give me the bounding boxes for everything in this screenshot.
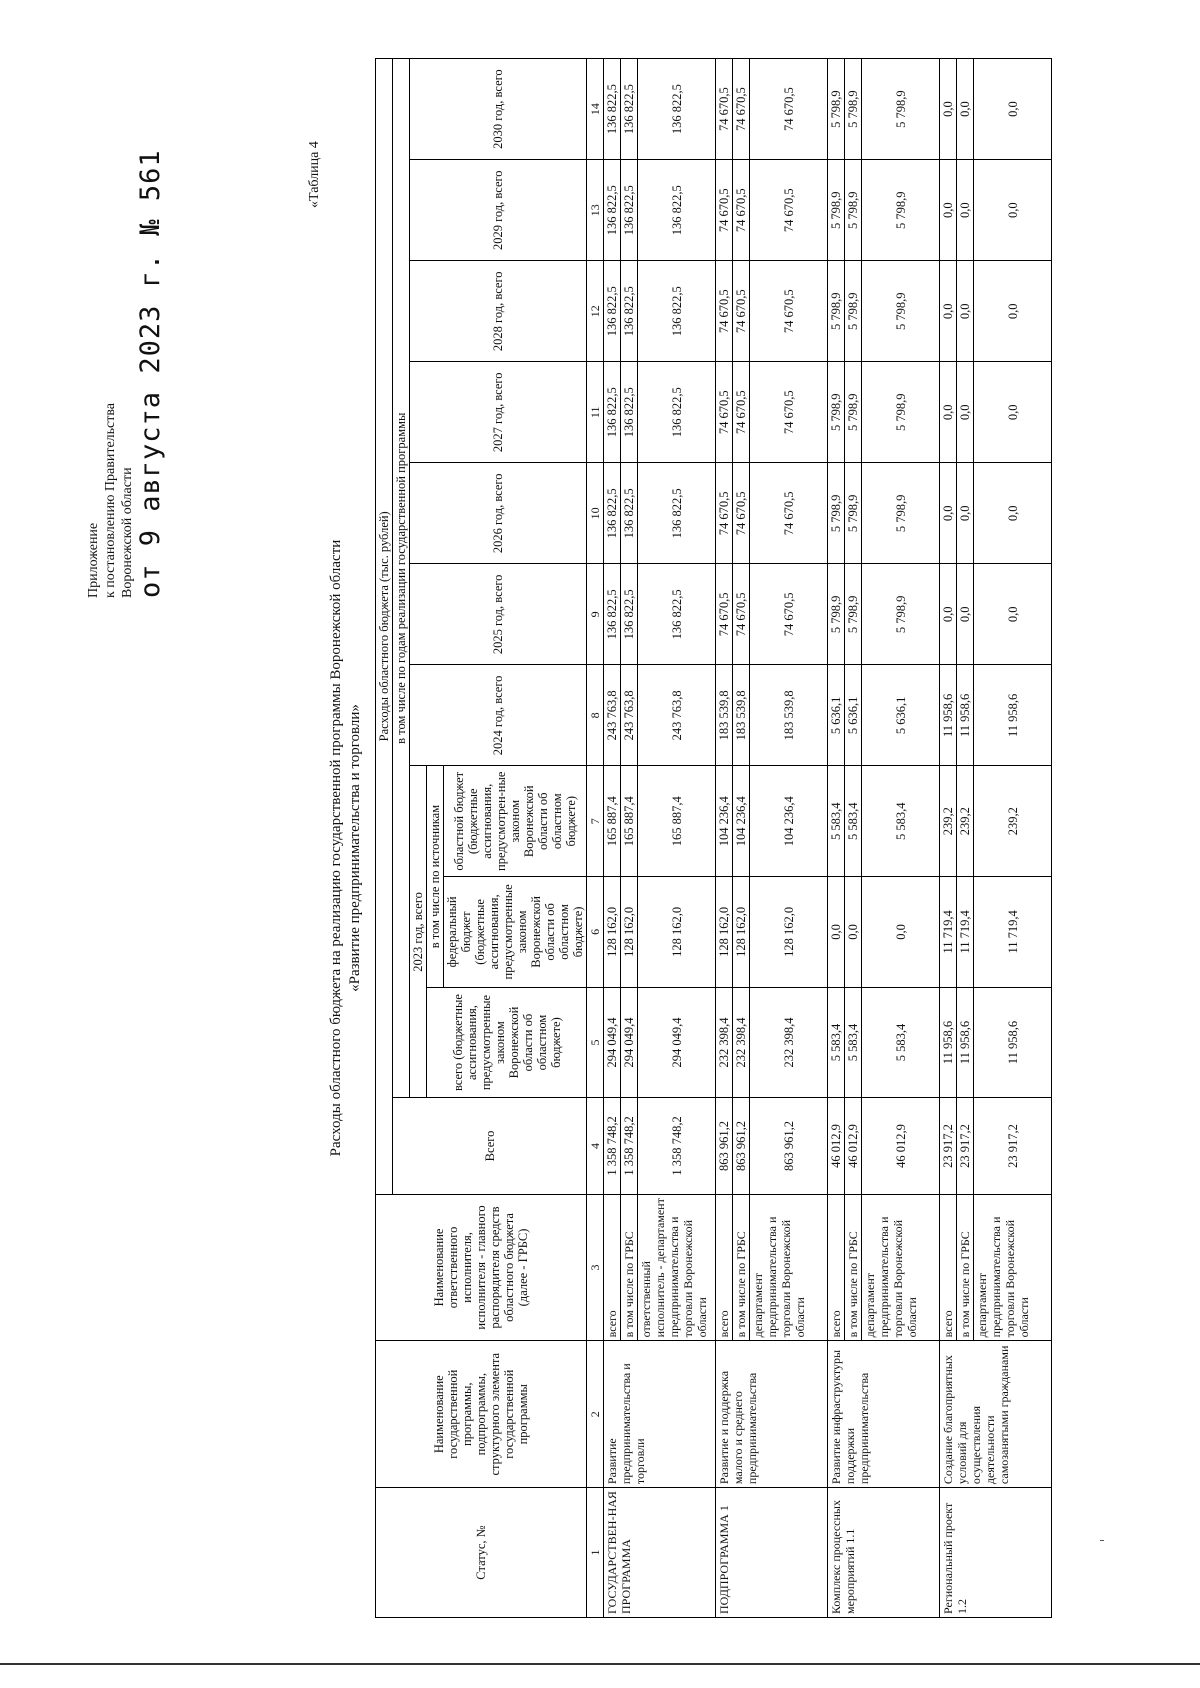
value-cell: 5 798,9 xyxy=(862,160,940,261)
table-row xyxy=(828,59,845,1618)
value-cell: 74 670,5 xyxy=(750,362,828,463)
value-cell: 0,0 xyxy=(974,564,1052,665)
title-line: Расходы областного бюджета на реализацию государственной программы Воронежской области xyxy=(328,539,344,1157)
value-cell: 104 236,4 xyxy=(733,766,750,877)
value-cell: 23 917,2 xyxy=(957,1098,974,1194)
grbs-cell: департамент предпринимательства и торговли Воронежской области xyxy=(974,1194,1052,1341)
value-cell: 0,0 xyxy=(957,160,974,261)
program-name-cell: Развитие инфраструктуры поддержки предпринимательства xyxy=(828,1341,940,1488)
value-cell: 165 887,4 xyxy=(604,766,621,877)
value-cell: 128 162,0 xyxy=(733,877,750,988)
program-name-cell: Развитие и поддержка малого и среднего предпринимательства xyxy=(716,1341,828,1488)
column-number: 13 xyxy=(587,160,604,261)
value-cell: 5 798,9 xyxy=(828,362,845,463)
column-number: 14 xyxy=(587,59,604,160)
value-cell: 104 236,4 xyxy=(716,766,733,877)
status-cell: ГОСУДАРСТВЕН-НАЯ ПРОГРАММА xyxy=(604,1488,716,1618)
value-cell: 136 822,5 xyxy=(638,564,716,665)
value-cell: 128 162,0 xyxy=(750,877,828,988)
value-cell: 136 822,5 xyxy=(621,261,638,362)
value-cell: 0,0 xyxy=(862,877,940,988)
col-header-2025: 2025 год, всего xyxy=(410,564,587,665)
value-cell: 11 719,4 xyxy=(957,877,974,988)
column-number: 10 xyxy=(587,463,604,564)
value-cell: 5 583,4 xyxy=(845,987,862,1098)
value-cell: 136 822,5 xyxy=(621,362,638,463)
status-cell: Региональный проект 1.2 xyxy=(940,1488,1052,1618)
program-name-cell: Создание благоприятных условий для осуществления деятельности самозанятыми гражданами xyxy=(940,1341,1052,1488)
value-cell: 74 670,5 xyxy=(750,463,828,564)
value-cell: 128 162,0 xyxy=(621,877,638,988)
value-cell: 0,0 xyxy=(957,564,974,665)
grbs-cell: в том числе по ГРБС xyxy=(957,1194,974,1341)
col-header-2029: 2029 год, всего xyxy=(410,160,587,261)
value-cell: 5 583,4 xyxy=(845,766,862,877)
value-cell: 232 398,4 xyxy=(716,987,733,1098)
budget-table xyxy=(375,58,1052,1618)
value-cell: 74 670,5 xyxy=(716,463,733,564)
value-cell: 0,0 xyxy=(957,362,974,463)
value-cell: 74 670,5 xyxy=(716,59,733,160)
value-cell: 74 670,5 xyxy=(750,564,828,665)
value-cell: 74 670,5 xyxy=(716,362,733,463)
value-cell: 183 539,8 xyxy=(750,665,828,766)
value-cell: 863 961,2 xyxy=(750,1098,828,1194)
value-cell: 11 958,6 xyxy=(974,665,1052,766)
value-cell: 5 636,1 xyxy=(828,665,845,766)
value-cell: 863 961,2 xyxy=(733,1098,750,1194)
value-cell: 0,0 xyxy=(940,362,957,463)
column-number: 8 xyxy=(587,665,604,766)
value-cell: 183 539,8 xyxy=(716,665,733,766)
column-number: 9 xyxy=(587,564,604,665)
table-label: «Таблица 4 xyxy=(307,141,322,208)
value-cell: 5 798,9 xyxy=(862,261,940,362)
value-cell: 0,0 xyxy=(974,261,1052,362)
grbs-cell: департамент предпринимательства и торговли Воронежской области xyxy=(862,1194,940,1341)
value-cell: 74 670,5 xyxy=(733,160,750,261)
value-cell: 0,0 xyxy=(974,160,1052,261)
value-cell: 243 763,8 xyxy=(604,665,621,766)
value-cell: 0,0 xyxy=(957,261,974,362)
value-cell: 104 236,4 xyxy=(750,766,828,877)
grbs-cell: в том числе по ГРБС xyxy=(621,1194,638,1341)
value-cell: 183 539,8 xyxy=(733,665,750,766)
value-cell: 136 822,5 xyxy=(621,564,638,665)
col-group-budget: Расходы областного бюджета (тыс. рублей) xyxy=(376,59,393,1195)
value-cell: 136 822,5 xyxy=(638,160,716,261)
value-cell: 294 049,4 xyxy=(621,987,638,1098)
value-cell: 863 961,2 xyxy=(716,1098,733,1194)
value-cell: 5 636,1 xyxy=(862,665,940,766)
value-cell: 5 798,9 xyxy=(845,463,862,564)
value-cell: 1 358 748,2 xyxy=(604,1098,621,1194)
col-header-2027: 2027 год, всего xyxy=(410,362,587,463)
grbs-cell: департамент предпринимательства и торговли Воронежской области xyxy=(750,1194,828,1341)
column-number: 4 xyxy=(587,1098,604,1194)
grbs-cell: всего xyxy=(940,1194,957,1341)
value-cell: 11 719,4 xyxy=(940,877,957,988)
column-number: 3 xyxy=(587,1194,604,1341)
value-cell: 136 822,5 xyxy=(638,59,716,160)
value-cell: 74 670,5 xyxy=(750,59,828,160)
table-row xyxy=(940,59,957,1618)
value-cell: 136 822,5 xyxy=(621,59,638,160)
grbs-cell: ответственный исполнитель - департамент предпринимательства и торговли Воронежской области xyxy=(638,1194,716,1341)
value-cell: 5 583,4 xyxy=(862,766,940,877)
value-cell: 5 798,9 xyxy=(845,160,862,261)
column-number: 1 xyxy=(587,1488,604,1618)
value-cell: 5 798,9 xyxy=(862,463,940,564)
value-cell: 165 887,4 xyxy=(621,766,638,877)
value-cell: 11 958,6 xyxy=(974,987,1052,1098)
value-cell: 5 798,9 xyxy=(862,564,940,665)
value-cell: 243 763,8 xyxy=(621,665,638,766)
value-cell: 5 798,9 xyxy=(845,261,862,362)
value-cell: 74 670,5 xyxy=(716,564,733,665)
col-header-2023-total: всего (бюджетные ассигнования, предусмотренные законом Воронежской области об областном бюджете) xyxy=(427,987,587,1098)
value-cell: 5 798,9 xyxy=(845,59,862,160)
column-number: 12 xyxy=(587,261,604,362)
title-line: «Развитие предпринимательства и торговли» xyxy=(347,704,363,992)
col-header-2026: 2026 год, всего xyxy=(410,463,587,564)
value-cell: 0,0 xyxy=(974,463,1052,564)
scan-artifact xyxy=(1100,1540,1104,1541)
value-cell: 136 822,5 xyxy=(604,463,621,564)
value-cell: 74 670,5 xyxy=(750,160,828,261)
value-cell: 165 887,4 xyxy=(638,766,716,877)
table-row xyxy=(604,59,621,1618)
value-cell: 136 822,5 xyxy=(604,59,621,160)
document-page xyxy=(25,38,1175,1658)
value-cell: 5 583,4 xyxy=(828,987,845,1098)
column-number-row xyxy=(587,59,604,1618)
appendix-line: Приложение xyxy=(86,522,101,598)
value-cell: 0,0 xyxy=(940,59,957,160)
col-group-sources: в том числе по источникам xyxy=(427,766,444,987)
table-body xyxy=(604,59,1052,1618)
value-cell: 5 798,9 xyxy=(828,463,845,564)
value-cell: 74 670,5 xyxy=(716,261,733,362)
value-cell: 136 822,5 xyxy=(621,160,638,261)
value-cell: 136 822,5 xyxy=(604,362,621,463)
value-cell: 5 798,9 xyxy=(862,362,940,463)
document-title xyxy=(327,38,365,1658)
value-cell: 5 636,1 xyxy=(845,665,862,766)
value-cell: 74 670,5 xyxy=(733,463,750,564)
value-cell: 5 798,9 xyxy=(828,564,845,665)
value-cell: 128 162,0 xyxy=(604,877,621,988)
value-cell: 74 670,5 xyxy=(733,362,750,463)
value-cell: 128 162,0 xyxy=(638,877,716,988)
column-number: 11 xyxy=(587,362,604,463)
col-header-grbs: Наименование ответственного исполнителя, исполнителя - главного распорядителя средств областного бюджета (далее - ГРБС) xyxy=(376,1194,587,1341)
appendix-header xyxy=(85,118,136,598)
value-cell: 239,2 xyxy=(974,766,1052,877)
value-cell: 23 917,2 xyxy=(974,1098,1052,1194)
col-header-status: Статус, № xyxy=(376,1488,587,1618)
value-cell: 0,0 xyxy=(974,362,1052,463)
value-cell: 5 798,9 xyxy=(845,564,862,665)
value-cell: 136 822,5 xyxy=(638,261,716,362)
status-cell: ПОДПРОГРАММА 1 xyxy=(716,1488,828,1618)
value-cell: 5 798,9 xyxy=(828,59,845,160)
value-cell: 0,0 xyxy=(940,261,957,362)
value-cell: 74 670,5 xyxy=(716,160,733,261)
value-cell: 11 958,6 xyxy=(940,987,957,1098)
value-cell: 136 822,5 xyxy=(604,160,621,261)
value-cell: 0,0 xyxy=(957,463,974,564)
value-cell: 1 358 748,2 xyxy=(621,1098,638,1194)
grbs-cell: всего xyxy=(828,1194,845,1341)
value-cell: 46 012,9 xyxy=(845,1098,862,1194)
value-cell: 0,0 xyxy=(940,160,957,261)
value-cell: 0,0 xyxy=(940,463,957,564)
value-cell: 0,0 xyxy=(845,877,862,988)
value-cell: 11 958,6 xyxy=(957,665,974,766)
value-cell: 232 398,4 xyxy=(733,987,750,1098)
col-header-2028: 2028 год, всего xyxy=(410,261,587,362)
value-cell: 128 162,0 xyxy=(716,877,733,988)
value-cell: 0,0 xyxy=(957,59,974,160)
appendix-line: Воронежской области xyxy=(120,467,135,598)
decree-date: от 9 августа 2023 г. № 561 xyxy=(135,149,166,598)
value-cell: 136 822,5 xyxy=(638,463,716,564)
value-cell: 5 798,9 xyxy=(862,59,940,160)
col-header-total: Всего xyxy=(393,1098,587,1194)
value-cell: 243 763,8 xyxy=(638,665,716,766)
column-number: 2 xyxy=(587,1341,604,1488)
value-cell: 5 798,9 xyxy=(828,261,845,362)
value-cell: 5 798,9 xyxy=(845,362,862,463)
value-cell: 46 012,9 xyxy=(828,1098,845,1194)
table-row xyxy=(716,59,733,1618)
col-group-2023: 2023 год, всего xyxy=(410,766,427,1098)
value-cell: 46 012,9 xyxy=(862,1098,940,1194)
value-cell: 294 049,4 xyxy=(638,987,716,1098)
col-header-2024: 2024 год, всего xyxy=(410,665,587,766)
grbs-cell: в том числе по ГРБС xyxy=(845,1194,862,1341)
value-cell: 0,0 xyxy=(974,59,1052,160)
grbs-cell: в том числе по ГРБС xyxy=(733,1194,750,1341)
column-number: 5 xyxy=(587,987,604,1098)
value-cell: 136 822,5 xyxy=(604,564,621,665)
value-cell: 74 670,5 xyxy=(733,564,750,665)
value-cell: 11 958,6 xyxy=(957,987,974,1098)
value-cell: 239,2 xyxy=(940,766,957,877)
col-header-name: Наименование государственной программы, подпрограммы, структурного элемента государственной программы xyxy=(376,1341,587,1488)
value-cell: 294 049,4 xyxy=(604,987,621,1098)
column-number: 7 xyxy=(587,766,604,877)
value-cell: 239,2 xyxy=(957,766,974,877)
col-header-regional: областной бюджет (бюджетные ассигнования, предусмотрен-ные законом Воронежской области об областном бюджете) xyxy=(444,766,587,877)
column-number: 6 xyxy=(587,877,604,988)
col-group-years: в том числе по годам реализации государственной программы xyxy=(393,59,410,1098)
value-cell: 136 822,5 xyxy=(638,362,716,463)
appendix-line: к постановлению Правительства xyxy=(103,402,118,598)
value-cell: 136 822,5 xyxy=(621,463,638,564)
value-cell: 136 822,5 xyxy=(604,261,621,362)
grbs-cell: всего xyxy=(604,1194,621,1341)
col-header-2030: 2030 год, всего xyxy=(410,59,587,160)
value-cell: 5 583,4 xyxy=(862,987,940,1098)
program-name-cell: Развитие предпринимательства и торговли xyxy=(604,1341,716,1488)
scan-border-line xyxy=(0,1663,1200,1665)
value-cell: 74 670,5 xyxy=(750,261,828,362)
value-cell: 1 358 748,2 xyxy=(638,1098,716,1194)
status-cell: Комплекс процессных мероприятий 1.1 xyxy=(828,1488,940,1618)
value-cell: 11 719,4 xyxy=(974,877,1052,988)
col-header-federal: федеральный бюджет (бюджетные ассигнования, предусмотренные законом Воронежской области об областном бюджете) xyxy=(444,877,587,988)
value-cell: 74 670,5 xyxy=(733,261,750,362)
value-cell: 23 917,2 xyxy=(940,1098,957,1194)
value-cell: 5 798,9 xyxy=(828,160,845,261)
value-cell: 0,0 xyxy=(828,877,845,988)
value-cell: 0,0 xyxy=(940,564,957,665)
value-cell: 5 583,4 xyxy=(828,766,845,877)
value-cell: 11 958,6 xyxy=(940,665,957,766)
value-cell: 232 398,4 xyxy=(750,987,828,1098)
grbs-cell: всего xyxy=(716,1194,733,1341)
value-cell: 74 670,5 xyxy=(733,59,750,160)
